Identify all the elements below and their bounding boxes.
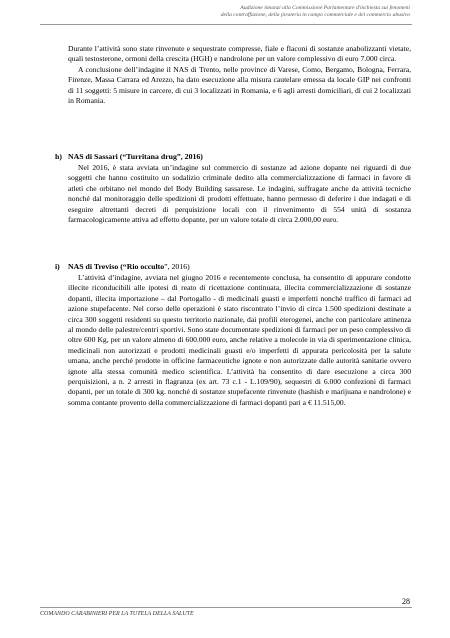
header-line-2: della contraffazione, della pirateria in campo commerciale e del commercio abusivo — [220, 12, 410, 18]
page-footer: COMANDO CARABINIERI PER LA TUTELA DELLA SALUTE — [40, 611, 194, 617]
page-number: 28 — [402, 597, 410, 606]
header-line-1: Audizione innanzi alla Commissione Parlamentare d'inchiesta sui fenomeni — [240, 5, 410, 11]
section-h-letter: h) — [55, 152, 62, 161]
section-h-paragraph: Nel 2016, è stata avviata un’indagine sul commercio di sostanze ad azione dopante nei riguardi di due soggetti che hanno costituito un sodalizio criminale dedito alla commercializzazione di farmaci in favore di atleti che orbitano nel mondo del Body Building sassarese. Le indagini, suffragate anche da attività tecniche nonché dal monitoraggio delle spedizioni di prodotti effettuate, hanno permesso di deferire i due indagati e di eseguire altrettanti decreti di perquisizione locali con il rinvenimento di 554 unità di sostanza farmacologicamente attiva ad effetto dopante, per un valore totale di circa 2.000,00 euro. — [68, 163, 411, 225]
intro-block — [68, 44, 411, 106]
header-divider — [40, 24, 412, 25]
section-i-letter: i) — [55, 262, 60, 271]
section-h-body — [68, 163, 411, 225]
intro-paragraph-1: Durante l’attività sono state rinvenute e sequestrate compresse, fiale e flaconi di sostanze anabolizzanti vietate, quali testosterone, ormoni della crescita (HGH) e nandrolone per un valore complessivo di euro 7.000 circa. — [68, 44, 411, 64]
page-header — [30, 5, 410, 19]
section-h-heading — [55, 152, 203, 162]
section-i-paragraph: L’attività d’indagine, avviata nel giugno 2016 e recentemente conclusa, ha consentito di appurare condotte illecite riconducibili alle ipotesi di reato di ricettazione continuata, illecita commercializzazione di sostanze dopanti, illecita importazione – dal Portogallo - di medicinali guasti e imperfetti nonché traffico di farmaci ad azione stupefacente. Nel corso delle operazioni è stato riscontrato l’invio di circa 1.500 spedizioni destinate a circa 300 soggetti residenti su questo territorio nazionale, dai profili eterogenei, anche con particolare attinenza al mondo delle palestre/centri sportivi. Sono state documentate spedizioni di farmaci per un peso complessivo di oltre 600 Kg, per un valore almeno di 600.000 euro, anche relative a molecole in via di sperimentazione clinica, medicinali non autorizzati e prodotti medicinali guasti e/o imperfetti di appurata pericolosità per la salute umana, anche perché prodotte in officine farmaceutiche ignote e non autorizzate dalle autorità sanitarie ovvero ignote alla stessa comunità medico scientifica. L’attività ha consentito di dare esecuzione a circa 300 perquisizioni, a n. 2 arresti in flagranza (ex art. 73 c.1 - L.109/90), sequestri di 6.000 confezioni di farmaci dopanti, per un totale di 300 kg. nonché di sostanze stupefacente rinvenute (hashish e marijuana e nandrolone) e somma contante provento della commercializzazione di farmaci dopanti pari a € 11.515,00. — [68, 273, 411, 407]
footer-divider — [40, 607, 412, 608]
section-i-title-suffix: ”, 2016) — [164, 262, 190, 271]
section-i-body — [68, 273, 411, 408]
section-i-title: NAS di Treviso (“Rio occulto — [68, 262, 165, 271]
section-h-title: NAS di Sassari (“Turritana drug”, 2016) — [68, 152, 203, 161]
section-i-heading — [55, 262, 190, 272]
intro-paragraph-2: A conclusione dell’indagine il NAS di Trento, nelle province di Varese, Como, Bergamo, Bologna, Ferrara, Firenze, Massa Carrara ed Arezzo, ha dato esecuzione alla misura cautelare emessa da locale GIP nei confronti di 11 soggetti: 5 misure in carcere, di cui 3 localizzati in Romania, e 6 agli arresti domiciliari, di cui 2 localizzati in Romania. — [68, 64, 411, 106]
